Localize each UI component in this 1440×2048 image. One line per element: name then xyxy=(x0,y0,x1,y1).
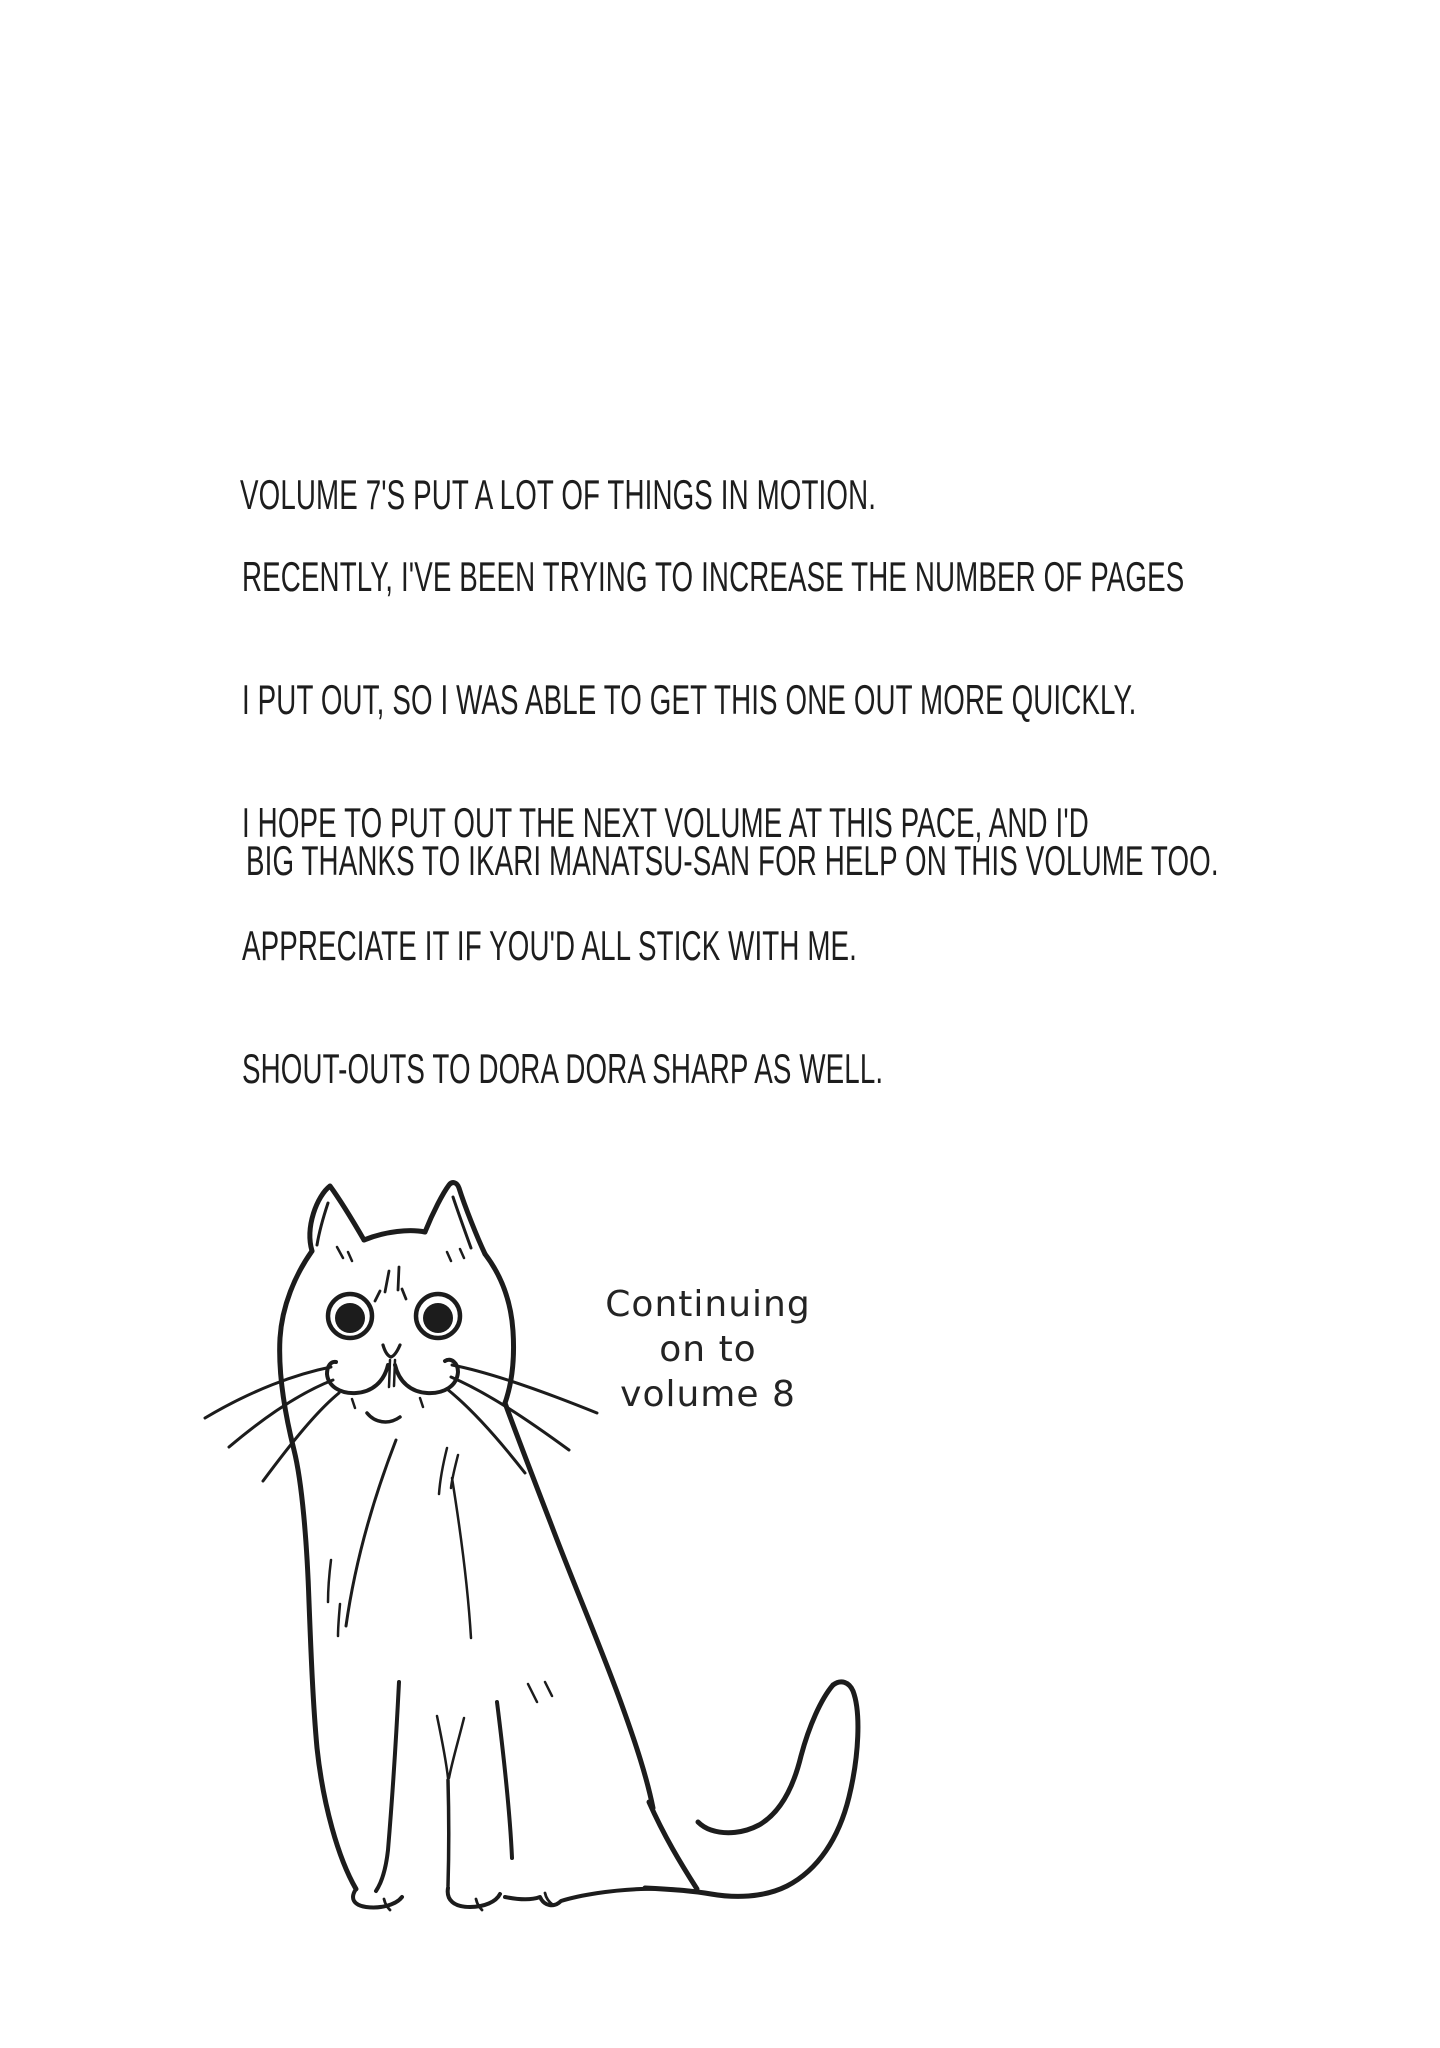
caption-line: volume 8 xyxy=(620,1374,796,1415)
cat-right-haunch xyxy=(649,1802,697,1889)
caption-line: on to xyxy=(659,1329,757,1370)
cat-left-side-ticks xyxy=(328,1560,340,1636)
cat-front-right-leg-edge xyxy=(497,1702,512,1858)
afterword-line: VOLUME 7'S PUT A LOT OF THINGS IN MOTION. xyxy=(240,471,877,518)
cat-nose xyxy=(383,1345,400,1357)
cat-whiskers-group xyxy=(205,1365,597,1481)
afterword-line: I PUT OUT, SO I WAS ABLE TO GET THIS ONE OUT MORE QUICKLY. xyxy=(242,676,1137,723)
cat-muzzle-right xyxy=(395,1360,458,1393)
cat-mouth xyxy=(367,1413,400,1422)
cat-tail-outer-edge xyxy=(645,1682,858,1897)
cat-right-ear xyxy=(425,1183,485,1254)
cat-right-eye-pupil xyxy=(423,1303,453,1333)
cat-flank-ticks xyxy=(528,1682,552,1702)
afterword-line: SHOUT-OUTS TO DORA DORA SHARP AS WELL. xyxy=(242,1045,884,1092)
cat-right-paw xyxy=(448,1888,500,1907)
cat-chest-ruff-right xyxy=(452,1478,471,1638)
cat-muzzle-ticks xyxy=(352,1398,423,1408)
cat-right-ear-ticks xyxy=(447,1249,464,1261)
cat-chest-ruff-left xyxy=(346,1440,396,1626)
cat-ear-detail-group xyxy=(317,1197,471,1261)
cat-whisker-left-1 xyxy=(205,1367,331,1418)
cat-left-eye-pupil xyxy=(335,1303,365,1333)
cat-ink-group xyxy=(205,1183,858,1910)
cat-head-top xyxy=(364,1231,425,1240)
cat-whisker-left-3 xyxy=(263,1393,339,1481)
afterword-line: RECENTLY, I'VE BEEN TRYING TO INCREASE THE NUMBER OF PAGES xyxy=(242,553,1185,600)
cat-belly-bottom-line xyxy=(505,1889,700,1905)
cat-muzzle-left xyxy=(327,1362,388,1393)
cat-body-left-outline xyxy=(280,1251,356,1889)
afterword-line: I HOPE TO PUT OUT THE NEXT VOLUME AT THIS PACE, AND I'D xyxy=(242,799,1089,846)
cat-left-ear-inner-line xyxy=(317,1203,328,1245)
cat-leg-fur-v xyxy=(437,1716,464,1778)
cat-outline-group xyxy=(280,1183,858,1897)
cat-front-left-leg-edge xyxy=(376,1682,399,1891)
cat-tail-inner-edge xyxy=(698,1685,833,1833)
afterword-line: APPRECIATE IT IF YOU'D ALL STICK WITH ME. xyxy=(242,922,858,969)
cat-body-right-outline xyxy=(505,1403,653,1808)
cat-left-ear-ticks xyxy=(337,1247,352,1261)
cat-worry-mark xyxy=(375,1267,406,1301)
cat-face-group xyxy=(327,1267,460,1422)
cat-fur-group xyxy=(328,1440,552,1778)
cat-front-leg-gap xyxy=(448,1780,449,1886)
cat-chest-ticks xyxy=(439,1448,458,1494)
afterword-line: BIG THANKS TO IKARI MANATSU-SAN FOR HELP ON THIS VOLUME TOO. xyxy=(246,837,1219,884)
caption-line: Continuing xyxy=(605,1284,811,1325)
